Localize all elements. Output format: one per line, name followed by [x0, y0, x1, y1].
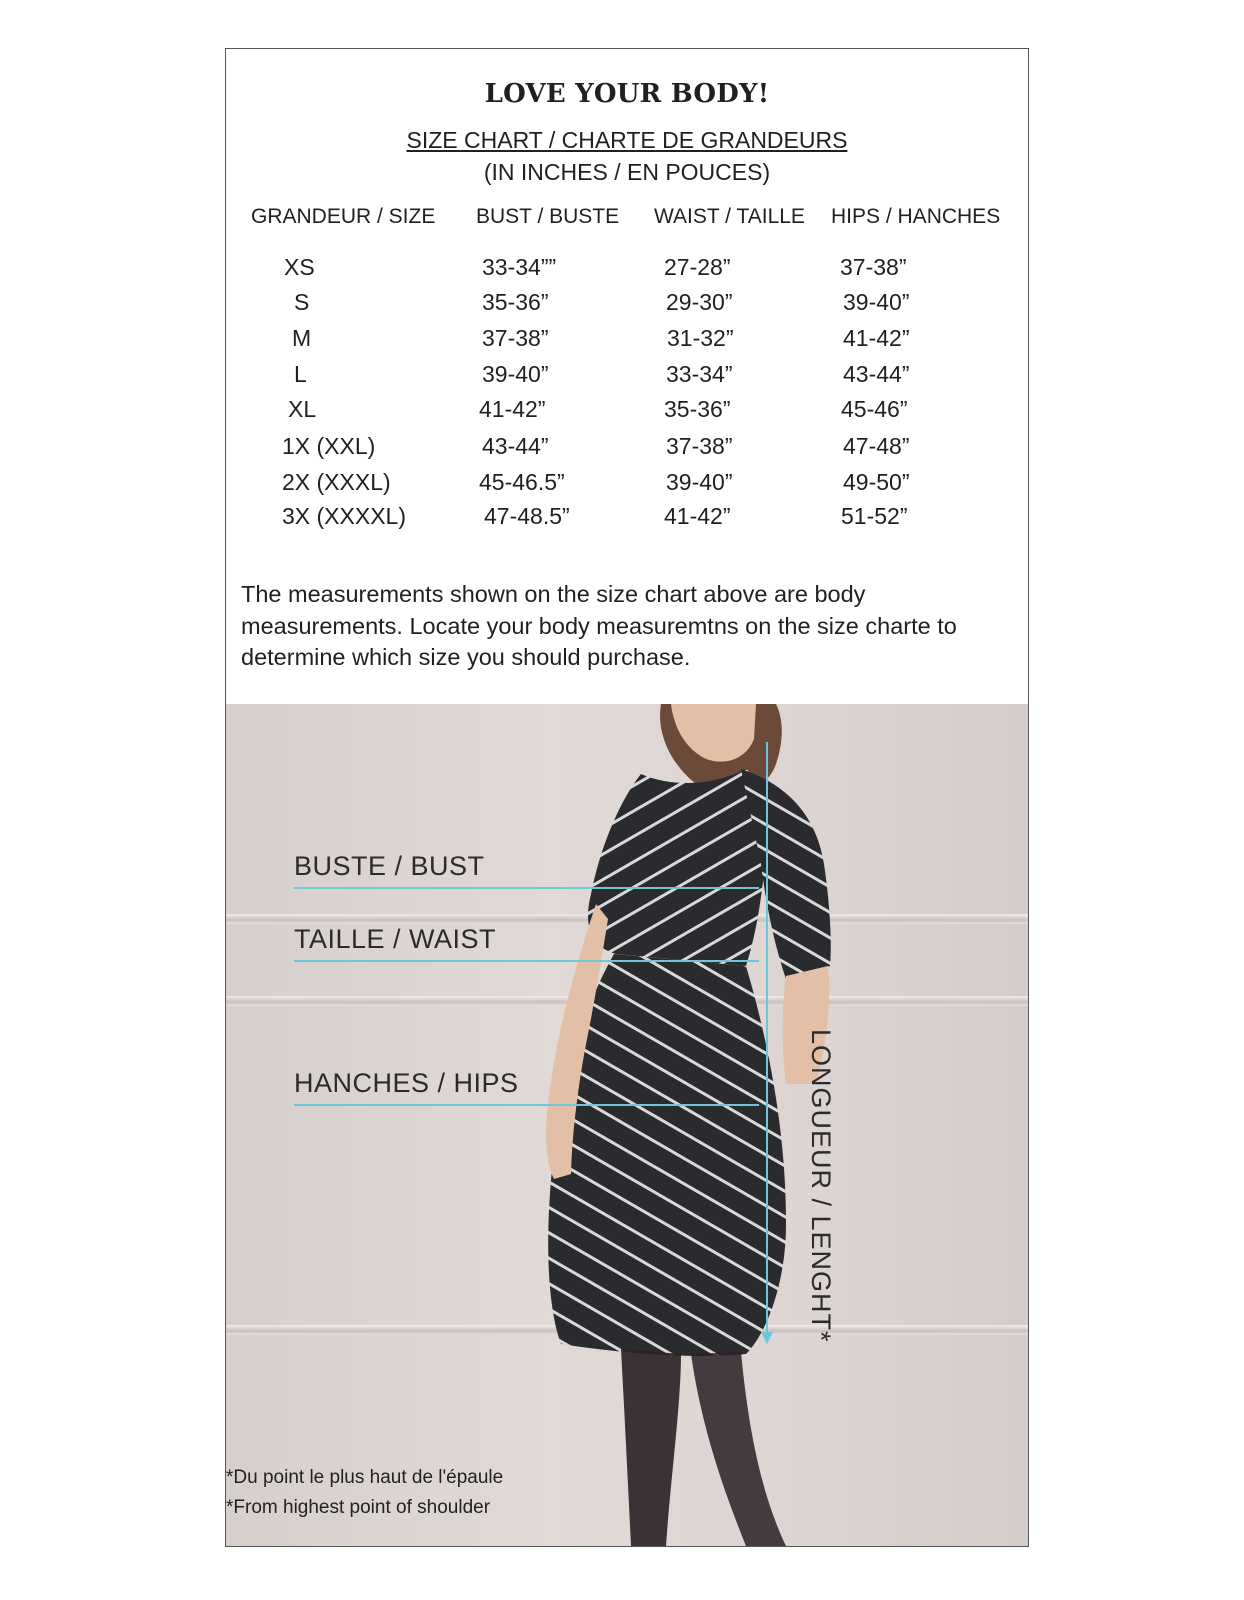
length-measure-line: [766, 742, 768, 1342]
table-cell-bust: 45-46.5”: [479, 469, 565, 495]
table-cell-hips: 45-46”: [841, 396, 908, 422]
table-cell-size: 3X (XXXXL): [282, 503, 406, 529]
column-header-size: GRANDEUR / SIZE: [251, 205, 436, 228]
table-cell-hips: 49-50”: [843, 469, 910, 495]
units-label: (IN INCHES / EN POUCES): [483, 159, 771, 185]
size-chart-card: [225, 48, 1029, 1547]
hips-measure-line: [294, 1104, 759, 1106]
table-cell-waist: 41-42”: [664, 503, 731, 529]
table-cell-waist: 33-34”: [666, 361, 733, 387]
footnote-fr: *Du point le plus haut de l'épaule: [226, 1467, 504, 1488]
column-header-hips: HIPS / HANCHES: [831, 205, 1001, 228]
table-cell-hips: 37-38”: [840, 254, 907, 280]
table-cell-size: L: [294, 361, 307, 387]
table-cell-waist: 39-40”: [666, 469, 733, 495]
table-cell-waist: 37-38”: [666, 433, 733, 459]
bust-measure-line: [294, 887, 759, 889]
column-header-waist: WAIST / TAILLE: [654, 205, 805, 228]
table-cell-waist: 31-32”: [667, 325, 734, 351]
table-cell-size: 2X (XXXL): [282, 469, 391, 495]
table-cell-hips: 39-40”: [843, 289, 910, 315]
table-cell-size: 1X (XXL): [282, 433, 376, 459]
table-cell-hips: 51-52”: [841, 503, 908, 529]
table-cell-waist: 35-36”: [664, 396, 731, 422]
model-photo: [226, 704, 1028, 1546]
table-cell-bust: 39-40”: [482, 361, 549, 387]
table-cell-hips: 47-48”: [843, 433, 910, 459]
page-title: LOVE YOUR BODY!: [484, 79, 770, 109]
table-cell-bust: 43-44”: [482, 433, 549, 459]
length-arrow-icon: [761, 1332, 773, 1344]
table-cell-waist: 29-30”: [666, 289, 733, 315]
table-cell-size: S: [294, 289, 310, 315]
model-in-dress-illustration: [226, 704, 1028, 1546]
hips-label: HANCHES / HIPS: [294, 1068, 519, 1098]
length-label: LONGUEUR / LENGHT*: [806, 1029, 836, 1343]
table-cell-size: XL: [288, 396, 317, 422]
table-cell-bust: 41-42”: [479, 396, 546, 422]
table-cell-hips: 43-44”: [843, 361, 910, 387]
column-header-bust: BUST / BUSTE: [476, 205, 620, 228]
table-cell-bust: 33-34””: [482, 254, 557, 280]
table-cell-bust: 47-48.5”: [484, 503, 570, 529]
table-cell-bust: 35-36”: [482, 289, 549, 315]
table-cell-size: XS: [284, 254, 315, 280]
waist-label: TAILLE / WAIST: [294, 924, 497, 954]
bust-label: BUSTE / BUST: [294, 851, 485, 881]
table-cell-bust: 37-38”: [482, 325, 549, 351]
chart-subtitle: SIZE CHART / CHARTE DE GRANDEURS: [406, 127, 848, 153]
table-cell-size: M: [292, 325, 312, 351]
table-cell-hips: 41-42”: [843, 325, 910, 351]
waist-measure-line: [294, 960, 759, 962]
measurement-note: The measurements shown on the size chart above are body measurements. Locate your body measuremtns on the size charte to determine which size you should purchase.: [241, 581, 957, 670]
footnote-en: *From highest point of shoulder: [226, 1497, 491, 1518]
table-cell-waist: 27-28”: [664, 254, 731, 280]
